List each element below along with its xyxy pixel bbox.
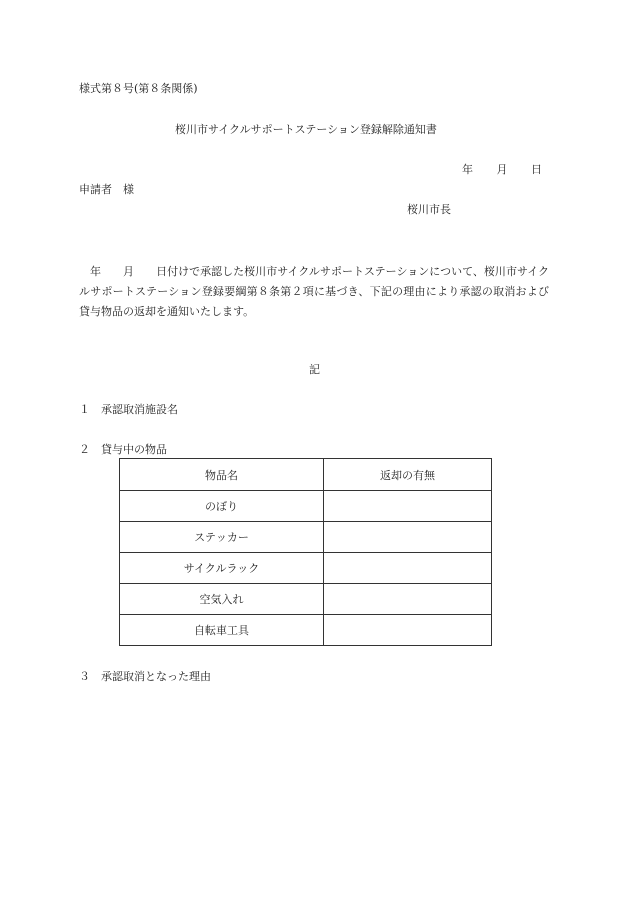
date-line xyxy=(462,163,542,177)
table-row xyxy=(120,584,492,615)
section-1-number: １ xyxy=(79,403,90,416)
table-row xyxy=(120,491,492,522)
table-row xyxy=(120,615,492,646)
table-row xyxy=(120,553,492,584)
section-1 xyxy=(79,403,178,417)
loan-items-table xyxy=(119,458,492,646)
body-paragraph xyxy=(79,262,549,322)
sender: 桜川市長 xyxy=(407,203,451,216)
return-status-cell xyxy=(324,584,492,615)
header-item-name: 物品名 xyxy=(120,459,324,491)
return-status-cell xyxy=(324,491,492,522)
ki-heading: 記 xyxy=(309,363,320,376)
section-2 xyxy=(79,443,167,457)
section-3 xyxy=(79,670,211,684)
form-number: 様式第８号(第８条関係) xyxy=(79,82,198,95)
table-header-row xyxy=(120,459,492,491)
date-year: 年 xyxy=(462,163,473,176)
section-2-label: 貸与中の物品 xyxy=(101,443,167,456)
return-status-cell xyxy=(324,522,492,553)
return-status-cell xyxy=(324,615,492,646)
date-month: 月 xyxy=(496,163,508,176)
item-name-cell: 空気入れ xyxy=(120,584,324,615)
return-status-cell xyxy=(324,553,492,584)
section-1-label: 承認取消施設名 xyxy=(101,403,178,416)
document-title: 桜川市サイクルサポートステーション登録解除通知書 xyxy=(175,123,437,136)
item-name-cell: 自転車工具 xyxy=(120,615,324,646)
body-text: 年 月 日付けで承認した桜川市サイクルサポートステーションについて、桜川市サイクルサポートステーション登録要綱第８条第２項に基づき、下記の理由により承認の取消および貸与物品の返却を通知いたします。 xyxy=(79,265,549,318)
table-row xyxy=(120,522,492,553)
header-return-status: 返却の有無 xyxy=(324,459,492,491)
section-3-number: ３ xyxy=(79,670,90,683)
recipient: 申請者 様 xyxy=(79,183,134,196)
item-name-cell: のぼり xyxy=(120,491,324,522)
date-day: 日 xyxy=(531,163,542,176)
section-2-number: ２ xyxy=(79,443,90,456)
section-3-label: 承認取消となった理由 xyxy=(101,670,211,683)
item-name-cell: サイクルラック xyxy=(120,553,324,584)
item-name-cell: ステッカー xyxy=(120,522,324,553)
